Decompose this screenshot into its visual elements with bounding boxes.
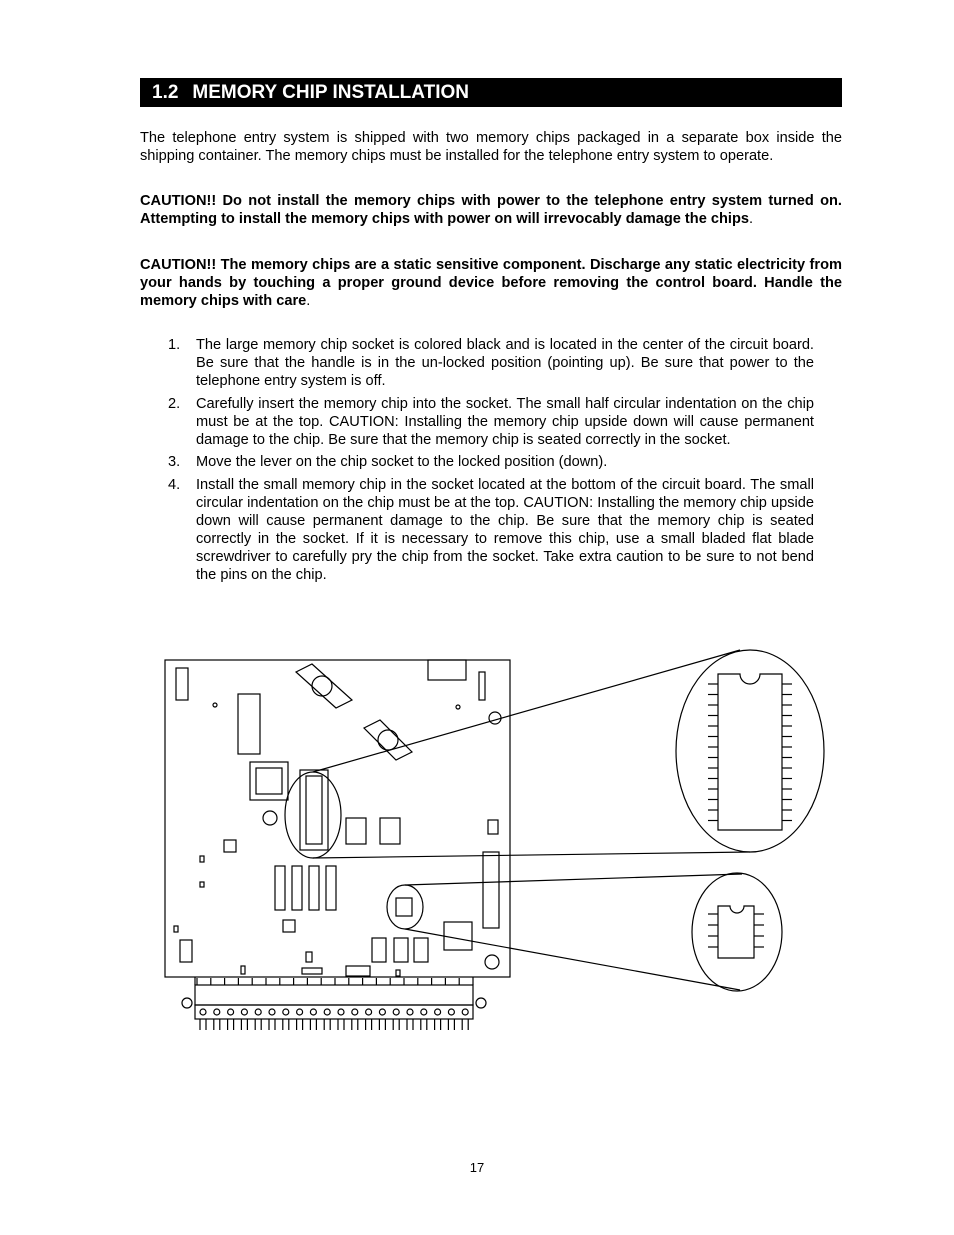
step-item — [140, 453, 814, 471]
step-text: Move the lever on the chip socket to the locked position (down). — [196, 454, 608, 470]
caution-static-paragraph — [140, 256, 842, 310]
installation-steps — [140, 336, 814, 588]
regulator-mid — [364, 720, 412, 760]
large-chip-magnified — [718, 674, 782, 830]
page-number: 17 — [469, 1160, 485, 1175]
caution-power-period: . — [749, 211, 754, 227]
step-number: 4. — [168, 476, 181, 493]
large-chip-socket — [300, 770, 328, 850]
caution-power-text: CAUTION!! Do not install the memory chips with power to the telephone entry system turned on. Attempting to install the memory chips with power on will irrevocably damage the chips — [140, 193, 842, 227]
small-chip-socket — [396, 898, 412, 916]
section-title-text: MEMORY CHIP INSTALLATION — [192, 82, 469, 103]
small-chip-magnified-circle — [692, 873, 782, 991]
intro-paragraph: The telephone entry system is shipped with two memory chips packaged in a separate box inside the shipping container. The memory chips must be installed for the telephone entry system to operate. — [140, 130, 842, 164]
circuit-board-diagram — [150, 640, 850, 1040]
caution-static-text: CAUTION!! The memory chips are a static sensitive component. Discharge any static electricity from your hands by touching a proper ground device before removing the control board. Handle the memory chips with care — [140, 257, 842, 309]
step-text: Carefully insert the memory chip into the socket. The small half circular indentation on the chip must be at the top. CAUTION: Installing the memory chip upside down will cause permanent damage to the chip. Be sure that the memory chip is seated correctly in the socket. — [196, 395, 814, 448]
step-text: The large memory chip socket is colored black and is located in the center of the circuit board. Be sure that the handle is in the un-locked position (pointing up). Be sure that power to the telephone entry system is off. — [196, 337, 814, 389]
step-number: 2. — [168, 395, 181, 412]
step-item — [140, 476, 814, 584]
regulator-top — [296, 664, 352, 708]
large-chip-magnified-circle — [676, 650, 824, 852]
step-item — [140, 336, 814, 390]
step-text: Install the small memory chip in the socket located at the bottom of the circuit board. The small circular indentation on the chip must be at the top. CAUTION: Installing the memory chip upside down will cause permanent damage to the chip. Be sure that the memory chip is seated correctly in the socket. If it is necessary to remove this chip, use a small bladed flat blade screwdriver to carefully pry the chip from the socket. Take extra caution to be sure to not bend the pins on the chip. — [196, 476, 814, 583]
step-number: 3. — [168, 454, 181, 470]
step-item — [140, 395, 814, 449]
large-socket-highlight — [285, 772, 341, 858]
small-socket-highlight — [387, 885, 423, 929]
terminal-strip — [182, 977, 486, 1030]
section-title — [140, 78, 842, 107]
step-number: 1. — [168, 337, 181, 353]
caution-power-paragraph — [140, 192, 842, 228]
small-chip-magnified — [718, 906, 754, 958]
caution-static-period: . — [306, 293, 311, 309]
section-number: 1.2 — [152, 82, 179, 103]
